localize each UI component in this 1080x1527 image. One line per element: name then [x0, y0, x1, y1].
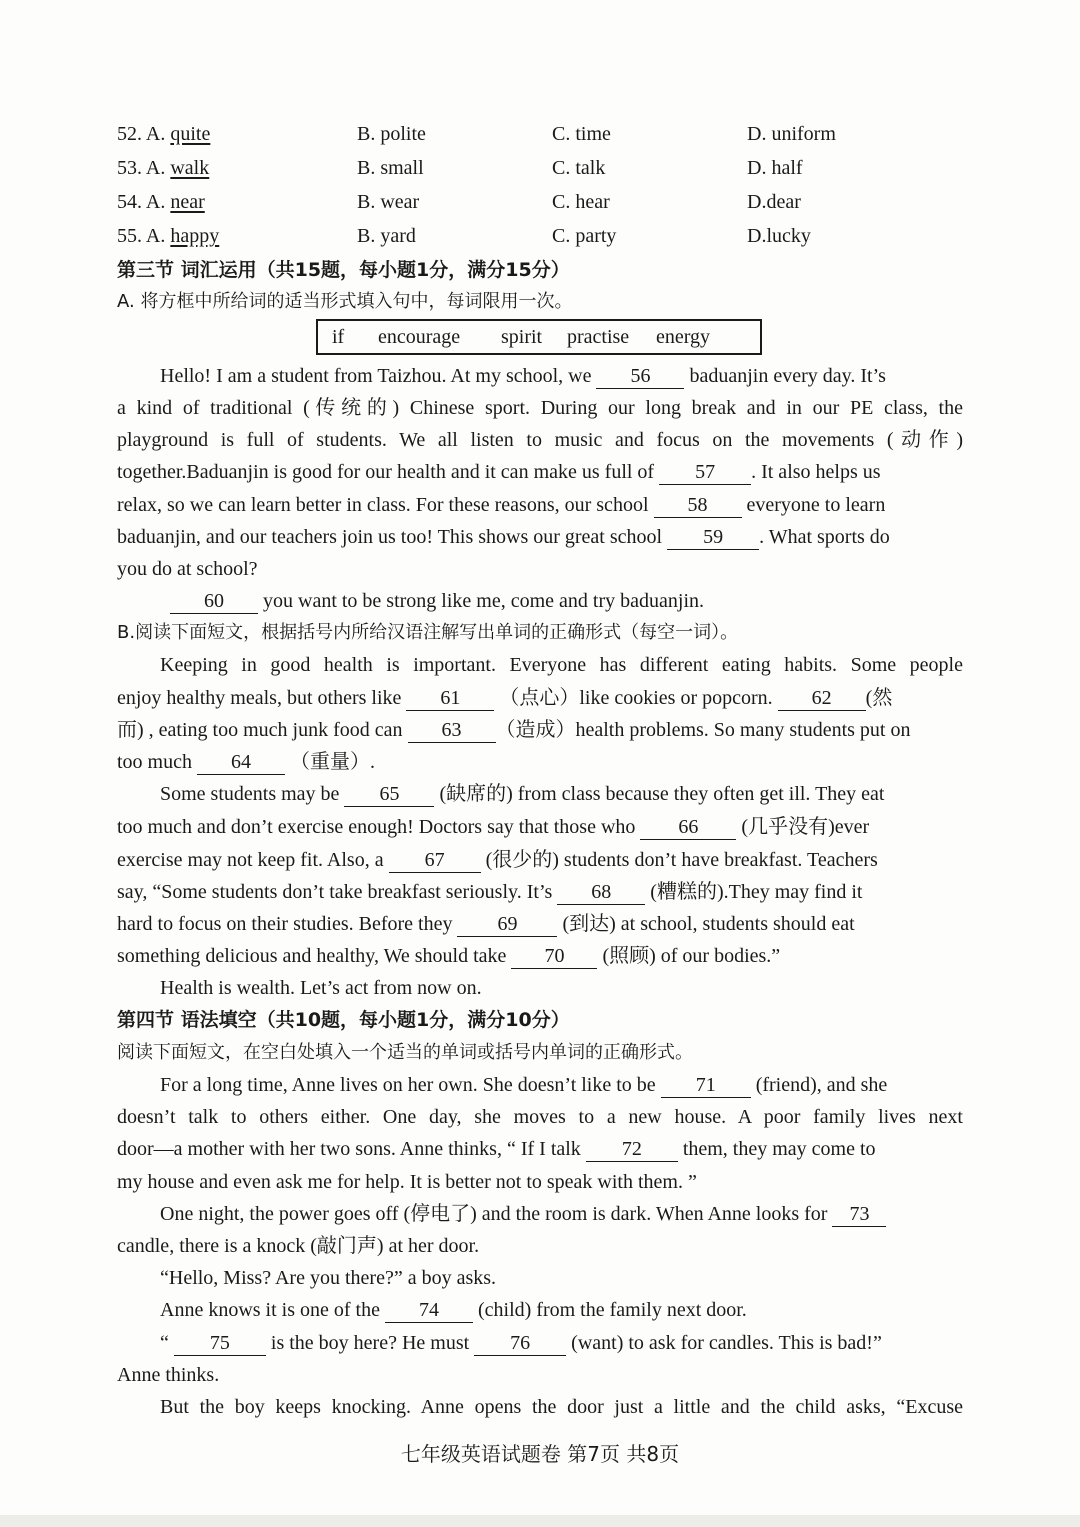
page-bottom-edge [0, 1515, 1080, 1527]
section3-partb-instruction: B.阅读下面短文，根据括号内所给汉语注解写出单词的正确形式（每空一词）。 [117, 622, 739, 643]
passage-line: you do at school? [117, 558, 258, 580]
option-b: B. wear [357, 191, 420, 213]
passage-line: But the boy keeps knocking. Anne opens the door just a little and the child asks, “Excuse [160, 1396, 963, 1418]
answer-blank-76[interactable]: 76 [474, 1331, 566, 1356]
passage-line: One night, the power goes off (停电了) and the room is dark. When Anne looks for 73 [160, 1199, 963, 1229]
answer-blank-65[interactable]: 65 [344, 782, 434, 807]
option-row-55 [117, 221, 977, 251]
page-footer: 七年级英语试题卷 第7页 共8页 [400, 1442, 680, 1466]
passage-line: my house and even ask me for help. It is better not to speak with them. ” [117, 1171, 697, 1193]
section3-parta-instruction: A. 将方框中所给词的适当形式填入句中，每词限用一次。 [117, 291, 573, 312]
option-b: B. small [357, 157, 424, 179]
passage-line: enjoy healthy meals, but others like 61 （点心）like cookies or popcorn. 62 (然 [117, 687, 893, 709]
answer-blank-68[interactable]: 68 [557, 880, 645, 905]
option-d: D. half [747, 157, 803, 179]
option-number: 52. A. [117, 123, 166, 145]
answer-blank-61[interactable]: 61 [406, 686, 494, 711]
passage-line: something delicious and healthy, We should take 70 (照顾) of our bodies.” [117, 945, 781, 967]
passage-line: playground is full of students. We all listen to music and focus on the movements (动作) [117, 429, 963, 451]
option-c: C. party [552, 225, 617, 247]
passage-line: too much and don’t exercise enough! Doctors say that those who 66 (几乎没有)ever [117, 816, 870, 838]
option-a: near [170, 191, 205, 213]
option-b: B. polite [357, 123, 426, 145]
option-d: D.lucky [747, 225, 811, 247]
option-a: walk [170, 157, 210, 179]
passage-line: Anne thinks. [117, 1364, 220, 1386]
passage-line: Anne knows it is one of the 74 (child) from the family next door. [160, 1299, 747, 1321]
passage-line: 而) , eating too much junk food can 63 （造成）health problems. So many students put on [117, 719, 911, 741]
word-box-item: energy [656, 326, 711, 348]
option-row-52 [117, 119, 977, 149]
passage-line: For a long time, Anne lives on her own. She doesn’t like to be 71 (friend), and she [160, 1074, 888, 1096]
answer-blank-73[interactable]: 73 [832, 1202, 886, 1227]
answer-blank-69[interactable]: 69 [457, 912, 557, 937]
passage-line: too much 64 （重量）. [117, 751, 375, 773]
answer-blank-70[interactable]: 70 [511, 944, 597, 969]
answer-blank-57[interactable]: 57 [659, 460, 751, 485]
word-box-item: if [332, 326, 345, 348]
answer-blank-58[interactable]: 58 [654, 493, 742, 518]
passage-line: a kind of traditional (传统的) Chinese sport. During our long break and in our PE class, the [117, 397, 963, 419]
passage-line: “ 75 is the boy here? He must 76 (want) to ask for candles. This is bad!” [160, 1332, 882, 1354]
option-a: quite [170, 123, 211, 145]
passage-line: Keeping in good health is important. Everyone has different eating habits. Some people [160, 654, 963, 676]
passage-line: baduanjin, and our teachers join us too! This shows our great school 59 . What sports do [117, 526, 890, 548]
answer-blank-75[interactable]: 75 [174, 1331, 266, 1356]
passage-line: together.Baduanjin is good for our health and it can make us full of 57 . It also helps us [117, 461, 881, 483]
passage-line: door—a mother with her two sons. Anne thinks, “ If I talk 72 them, they may come to [117, 1138, 876, 1160]
section4-instruction: 阅读下面短文，在空白处填入一个适当的单词或括号内单词的正确形式。 [117, 1042, 693, 1063]
answer-blank-72[interactable]: 72 [586, 1137, 678, 1162]
option-row-53 [117, 153, 977, 183]
answer-blank-71[interactable]: 71 [661, 1073, 751, 1098]
option-number: 54. A. [117, 191, 166, 213]
option-c: C. time [552, 123, 611, 145]
option-a: happy [170, 225, 220, 247]
passage-line: say, “Some students don’t take breakfast seriously. It’s 68 (糟糕的).They may find it [117, 881, 863, 903]
passage-line: 60 you want to be strong like me, come and try baduanjin. [170, 586, 973, 616]
word-box-item: practise [567, 326, 630, 348]
answer-blank-60[interactable]: 60 [170, 589, 258, 614]
answer-blank-74[interactable]: 74 [385, 1298, 473, 1323]
passage-line: Health is wealth. Let’s act from now on. [160, 977, 482, 999]
option-b: B. yard [357, 225, 416, 247]
passage-line: relax, so we can learn better in class. For these reasons, our school 58 everyone to learn [117, 494, 886, 516]
passage-line: doesn’t talk to others either. One day, she moves to a new house. A poor family lives next [117, 1106, 963, 1128]
passage-line: Some students may be 65 (缺席的) from class because they often get ill. They eat [160, 783, 885, 805]
option-c: C. talk [552, 157, 606, 179]
option-d: D.dear [747, 191, 801, 213]
passage-line: Hello! I am a student from Taizhou. At my school, we 56 baduanjin every day. It’s [160, 365, 886, 387]
answer-blank-63[interactable]: 63 [408, 718, 496, 743]
section4-heading: 第四节 语法填空（共10题，每小题1分，满分10分） [117, 1009, 570, 1031]
option-row-54 [117, 187, 977, 217]
option-c: C. hear [552, 191, 610, 213]
passage-line: hard to focus on their studies. Before they 69 (到达) at school, students should eat [117, 913, 855, 935]
word-box [316, 319, 762, 355]
word-box-item: spirit [501, 326, 543, 348]
passage-line: candle, there is a knock (敲门声) at her door. [117, 1235, 480, 1257]
answer-blank-56[interactable]: 56 [596, 364, 684, 389]
option-number: 55. A. [117, 225, 166, 247]
section3-heading: 第三节 词汇运用（共15题，每小题1分，满分15分） [117, 259, 570, 281]
answer-blank-66[interactable]: 66 [640, 815, 736, 840]
word-box-item: encourage [378, 326, 461, 348]
option-d: D. uniform [747, 123, 836, 145]
answer-blank-59[interactable]: 59 [667, 525, 759, 550]
passage-line: exercise may not keep fit. Also, a 67 (很少的) students don’t have breakfast. Teachers [117, 849, 878, 871]
passage-line: “Hello, Miss? Are you there?” a boy asks. [160, 1267, 497, 1289]
option-number: 53. A. [117, 157, 166, 179]
answer-blank-62[interactable]: 62 [778, 686, 866, 711]
answer-blank-67[interactable]: 67 [389, 848, 481, 873]
answer-blank-64[interactable]: 64 [197, 750, 285, 775]
